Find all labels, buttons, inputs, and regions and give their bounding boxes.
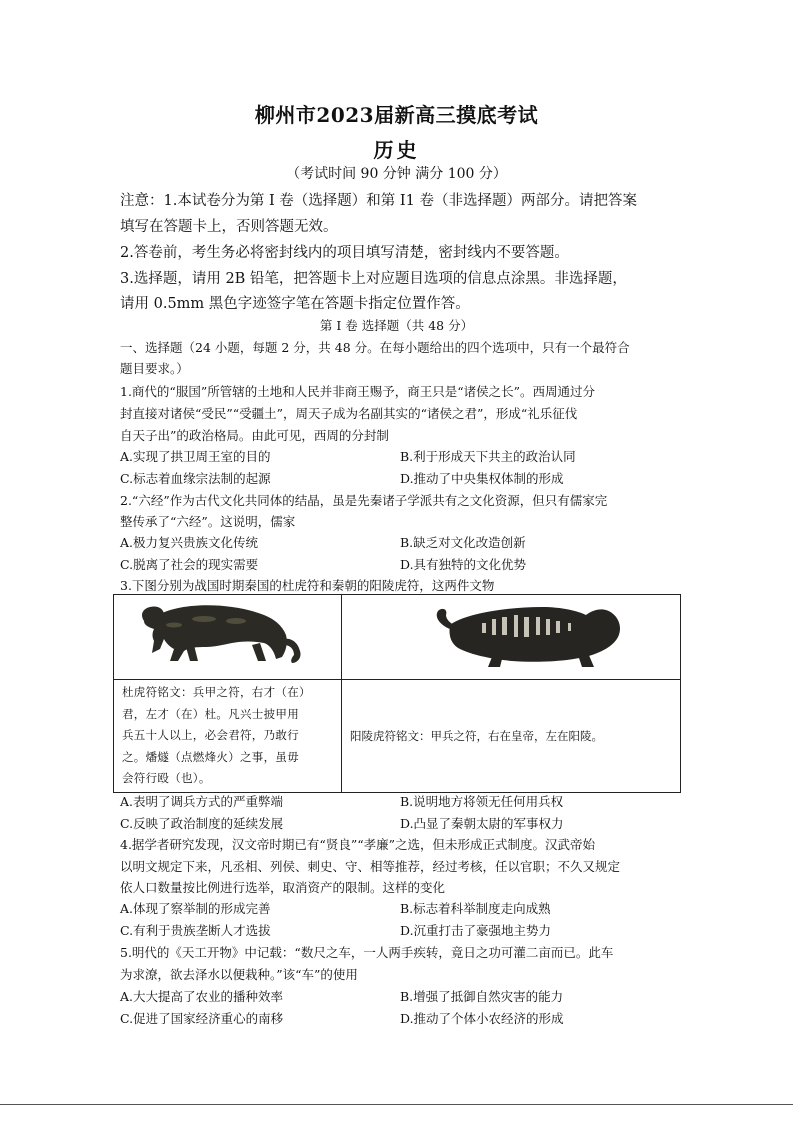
section-heading: 第 I 卷 选择题（共 48 分）	[319, 318, 474, 333]
q4-stem-3: 依人口数量按比例进行选举，取消资产的限制。这样的变化	[120, 880, 446, 895]
page-bottom-rule	[0, 1104, 793, 1105]
q3-stem-1: 3.下图分别为战国时期秦国的杜虎符和秦朝的阳陵虎符，这两件文物	[120, 578, 495, 593]
notice-line-2: 填写在答题卡上，否则答题无效。	[120, 219, 338, 235]
du-inscription-line-2: 君，左才（在）杜。凡兴士披甲用	[122, 706, 299, 721]
q1-option-c: C.标志着血缘宗法制的起源	[120, 471, 271, 486]
du-inscription-line-3: 兵五十人以上，必会君符，乃敢行	[122, 728, 299, 742]
notice-line-5: 请用 0.5mm 黑色字迹签字笔在答题卡指定位置作答。	[120, 296, 470, 312]
du-tiger-tally-image	[114, 595, 340, 675]
q4-option-c: C.有利于贵族垄断人才选拔	[120, 923, 271, 938]
notice-line-1: 注意：1.本试卷分为第 I 卷（选择题）和第 I1 卷（非选择题）两部分。请把答案	[120, 193, 637, 209]
q3-option-c: C.反映了政治制度的延续发展	[120, 816, 284, 831]
q4-stem-2: 以明文规定下来，凡丞相、列侯、刺史、守、相等推荐，经过考核，任以官职；不久又规定	[120, 859, 621, 874]
q2-option-b: B.缺乏对文化改造创新	[400, 535, 526, 550]
q1-stem-1: 1.商代的“服国”所管辖的土地和人民并非商王赐予，商王只是“诸侯之长”。西周通过分	[120, 384, 595, 399]
q1-stem-3: 自天子出”的政治格局。由此可见，西周的分封制	[120, 428, 389, 443]
du-inscription-line-5: 会符行殴（也）。	[122, 771, 211, 785]
tiger-tally-table	[113, 594, 681, 793]
q1-option-d: D.推动了中央集权体制的形成	[400, 471, 564, 486]
q4-option-b: B.标志着科举制度走向成熟	[400, 901, 551, 916]
q2-option-d: D.具有独特的文化优势	[400, 557, 527, 572]
du-tiger-tally-inscription	[114, 680, 342, 793]
q5-stem-1: 5.明代的《天工开物》中记载：“数尺之车，一人两手疾转，竟日之功可灌二亩而已。此车	[120, 945, 614, 960]
q5-stem-2: 为求潦，欲去泽水以便栽种。”该“车”的使用	[120, 967, 358, 982]
notice-line-4: 3.选择题，请用 2B 铅笔，把答题卡上对应题目选项的信息点涂黑。非选择题，	[120, 271, 627, 287]
q3-option-a: A.表明了调兵方式的严重弊端	[120, 794, 284, 809]
q2-option-c: C.脱离了社会的现实需要	[120, 557, 259, 572]
q2-stem-2: 整传承了“六经”。这说明，儒家	[120, 514, 296, 529]
notice-line-3: 2.答卷前，考生务必将密封线内的项目填写清楚，密封线内不要答题。	[120, 245, 569, 261]
q5-option-d: D.推动了个体小农经济的形成	[400, 1011, 564, 1026]
q5-option-a: A.大大提高了农业的播种效率	[120, 989, 284, 1004]
exam-time-info: （考试时间 90 分钟 满分 100 分）	[286, 166, 507, 182]
section-intro-1: 一、选择题（24 小题，每题 2 分，共 48 分。在每小题给出的四个选项中，只有一个最符合	[120, 340, 630, 355]
q1-option-a: A.实现了拱卫周王室的目的	[120, 449, 271, 464]
du-inscription-line-1: 杜虎符铭文：兵甲之符，右才（在）	[122, 685, 311, 699]
q4-stem-1: 4.据学者研究发现，汉文帝时期已有“贤良”“孝廉”之选，但未形成正式制度。汉武帝始	[120, 837, 595, 852]
q5-option-b: B.增强了抵御自然灾害的能力	[400, 989, 564, 1004]
q1-stem-2: 封直接对诸侯“受民”“受疆土”，周天子成为名副其实的“诸侯之君”，形成“礼乐征伐	[120, 406, 578, 421]
yangling-tiger-tally-inscription: 阳陵虎符铭文：甲兵之符，右在皇帝，左在阳陵。	[342, 680, 681, 793]
q1-option-b: B.利于形成天下共主的政治认同	[400, 449, 576, 464]
section-intro-2: 题目要求。）	[120, 361, 189, 376]
du-inscription-line-4: 之。燔燧（点燃烽火）之事，虽毋	[122, 749, 299, 764]
exam-title: 柳州市2023届新高三摸底考试	[254, 103, 539, 127]
yangling-tiger-tally-image-cell	[342, 595, 681, 680]
q2-stem-1: 2.“六经”作为古代文化共同体的结晶，虽是先秦诸子学派共有之文化资源，但只有儒家完	[120, 493, 608, 508]
q3-option-d: D.凸显了秦朝太尉的军事权力	[400, 816, 564, 831]
du-tiger-tally-image-cell	[114, 595, 342, 680]
q4-option-a: A.体现了察举制的形成完善	[120, 901, 271, 916]
q3-option-b: B.说明地方将领无任何用兵权	[400, 794, 564, 809]
q5-option-c: C.促进了国家经济重心的南移	[120, 1011, 284, 1026]
yangling-tiger-tally-image	[342, 595, 680, 675]
exam-subject: 历史	[373, 138, 420, 162]
q4-option-d: D.沉重打击了豪强地主势力	[400, 923, 552, 938]
q2-option-a: A.极力复兴贵族文化传统	[120, 535, 259, 550]
